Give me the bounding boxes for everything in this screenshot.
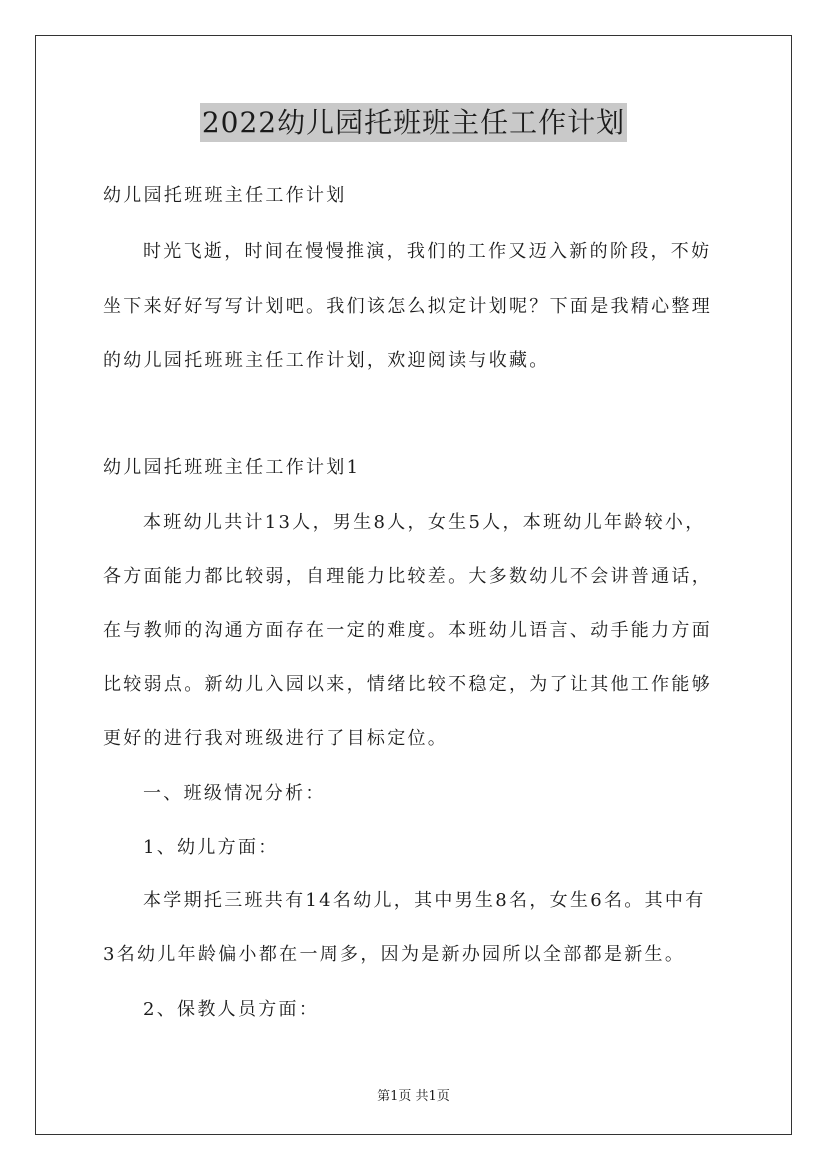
section-para-line-4: 比较弱点。新幼儿入园以来，情绪比较不稳定，为了让其他工作能够 [103,674,712,695]
intro-line-1: 时光飞逝，时间在慢慢推演，我们的工作又迈入新的阶段，不妨 [143,241,712,262]
heading-staff: 2、保教人员方面： [143,999,320,1020]
document-subtitle: 幼儿园托班班主任工作计划 [103,185,347,206]
children-para-line-1: 本学期托三班共有14名幼儿，其中男生8名，女生6名。其中有 [143,890,706,911]
page-footer: 第1页 共1页 [377,1089,450,1104]
section-para-line-3: 在与教师的沟通方面存在一定的难度。本班幼儿语言、动手能力方面 [103,620,712,641]
document-title-container [0,101,827,141]
intro-line-3: 的幼儿园托班班主任工作计划，欢迎阅读与收藏。 [103,350,550,371]
document-title: 2022幼儿园托班班主任工作计划 [200,103,627,142]
heading-children: 1、幼儿方面： [143,837,279,858]
heading-class-analysis: 一、班级情况分析： [143,783,326,804]
section-para-line-5: 更好的进行我对班级进行了目标定位。 [103,728,449,749]
section-para-line-1: 本班幼儿共计13人，男生8人，女生5人，本班幼儿年龄较小， [143,512,706,533]
intro-line-2: 坐下来好好写写计划吧。我们该怎么拟定计划呢？下面是我精心整理 [103,296,712,317]
children-para-line-2: 3名幼儿年龄偏小都在一周多，因为是新办园所以全部都是新生。 [103,944,686,965]
section-para-line-2: 各方面能力都比较弱，自理能力比较差。大多数幼儿不会讲普通话， [103,566,712,587]
section-heading: 幼儿园托班班主任工作计划1 [103,457,361,478]
